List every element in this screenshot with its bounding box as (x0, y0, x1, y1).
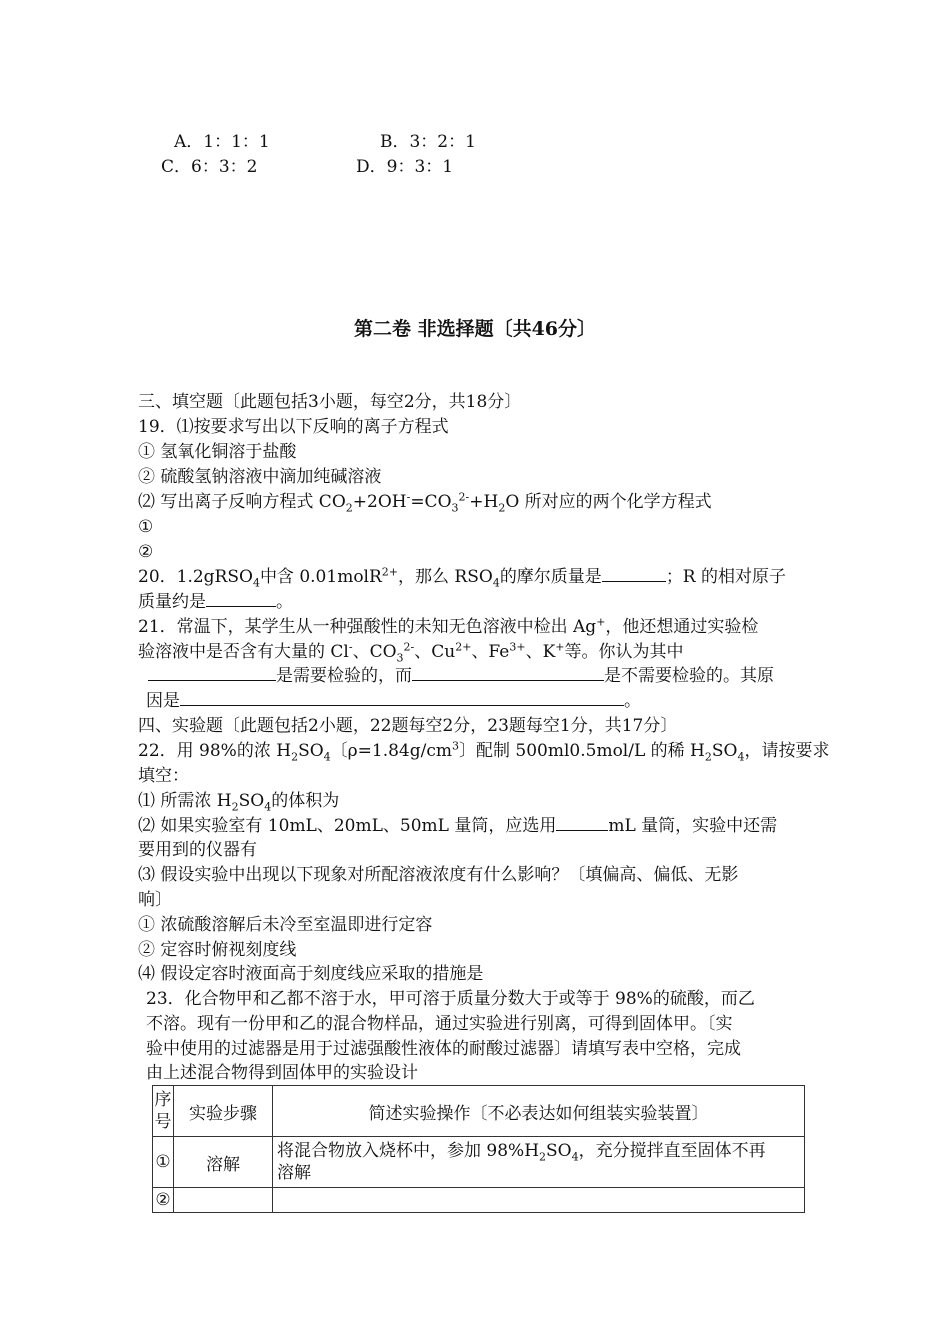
q22-part2-line2: 要用到的仪器有 (138, 840, 257, 860)
q19-part2-suffix: O 所对应的两个化学方程式 (505, 492, 712, 512)
q21-text: 21．常温下，某学生从一种强酸性的未知无色溶液中检出 Ag (138, 617, 597, 637)
q22-line2: 填空： (138, 766, 189, 786)
superscript: - (348, 640, 353, 654)
subscript: 2 (539, 1150, 547, 1164)
atomic-mass-blank[interactable] (206, 590, 276, 607)
option-b: B．3：2：1 (380, 132, 476, 152)
option-a: A．1：1：1 (174, 132, 270, 152)
q22-text: ，请按要求 (744, 741, 830, 761)
superscript: + (555, 640, 565, 654)
q23-line4: 由上述混合物得到固体甲的实验设计 (146, 1063, 418, 1083)
q20-text: 的摩尔质量是 (499, 567, 602, 587)
header-operation: 简述实验操作〔不必表达如何组装实验装置〕 (273, 1086, 805, 1137)
experiment-heading: 四、实验题〔此题包括2小题，22题每空2分，23题每空1分，共17分〕 (138, 716, 678, 736)
table-row (153, 1137, 805, 1188)
q22-text: ⑵ 如果实验室有 10mL、20mL、50mL 量筒，应选用 (138, 816, 557, 836)
row1-step: 溶解 (174, 1137, 273, 1188)
subscript: 4 (571, 1150, 579, 1164)
q22-text: 的体积为 (271, 791, 340, 811)
q22-part2 (138, 814, 777, 838)
q19-blank1: ① (138, 517, 154, 537)
superscript: 2+ (455, 640, 472, 654)
q22-line1 (138, 739, 829, 763)
row2-seq: ② (153, 1188, 174, 1213)
reason-blank[interactable] (180, 689, 624, 706)
q20-text: 。 (276, 592, 293, 612)
q21-line4 (146, 689, 641, 713)
subscript: 2 (231, 800, 239, 814)
q21-text: 是不需要检验的。其原 (604, 666, 774, 686)
q21-text: 等。你认为其中 (564, 642, 684, 662)
row1-op-text: ，充分搅拌直至固体不再 (578, 1141, 766, 1161)
subscript: 3 (396, 651, 404, 665)
no-check-blank[interactable] (412, 664, 604, 681)
q22-text: ⑴ 所需浓 H (138, 791, 232, 811)
q20-line2 (138, 590, 293, 614)
table-row (153, 1188, 805, 1213)
header-seq-text: 序号 (154, 1090, 172, 1132)
q22-part3-item1: ① 浓硫酸溶解后未冷至室温即进行定容 (138, 915, 433, 935)
q20-text: 20．1.2gRSO (138, 567, 253, 587)
q22-text: mL 量筒，实验中还需 (608, 816, 778, 836)
q19-blank2: ② (138, 542, 154, 562)
q21-line3 (148, 664, 774, 688)
q19-item1: ① 氢氧化铜溶于盐酸 (138, 442, 297, 462)
q21-text: 。 (624, 691, 641, 711)
superscript: 2- (403, 640, 415, 654)
q19-intro: 19．⑴按要求写出以下反响的离子方程式 (138, 417, 449, 437)
q22-text: SO (238, 791, 265, 811)
molar-mass-blank[interactable] (602, 565, 666, 582)
q19-part2-mid1: +2OH (352, 492, 407, 512)
q23-line1: 23．化合物甲和乙都不溶于水，甲可溶于质量分数大于或等于 98%的硫酸，而乙 (146, 989, 755, 1009)
section-title: 第二卷 非选择题〔共46分〕 (353, 318, 597, 340)
subscript: 4 (737, 750, 745, 764)
q22-part3-line2: 响〕 (138, 890, 172, 910)
q19-part2-mid3: +H (469, 492, 499, 512)
header-seq (153, 1086, 174, 1137)
option-d: D．9：3：1 (356, 157, 454, 177)
q20-text: ；R 的相对原子 (665, 567, 787, 587)
q22-part4: ⑷ 假设定容时液面高于刻度线应采取的措施是 (138, 964, 484, 984)
subscript: 2 (291, 750, 299, 764)
need-check-blank[interactable] (148, 664, 276, 681)
q22-text: 22．用 98%的浓 H (138, 741, 292, 761)
option-c: C．6：3：2 (161, 157, 258, 177)
subscript: 3 (451, 501, 459, 515)
q21-text: 验溶液中是否含有大量的 Cl (138, 642, 349, 662)
row2-step[interactable] (174, 1188, 273, 1213)
q19-item2: ② 硫酸氢钠溶液中滴加纯碱溶液 (138, 467, 382, 487)
row1-operation (273, 1137, 805, 1188)
q22-text: 〕配制 500ml0.5mol/L 的稀 H (459, 741, 705, 761)
q21-line1 (138, 615, 758, 639)
q19-part2-mid2: =CO (410, 492, 452, 512)
superscript: 3+ (509, 640, 526, 654)
q21-text: 是需要检验的，而 (276, 666, 412, 686)
q22-part1 (138, 789, 339, 813)
q21-text: 因是 (146, 691, 180, 711)
q20-text: 中含 0.01molR (259, 567, 382, 587)
table-header-row (153, 1086, 805, 1137)
row1-op-text: 将混合物放入烧杯中，参加 98%H (277, 1141, 540, 1161)
q20-line1 (138, 565, 786, 589)
subscript: 2 (704, 750, 712, 764)
subscript: 4 (323, 750, 331, 764)
subscript: 4 (492, 576, 500, 590)
subscript: 4 (252, 576, 260, 590)
row1-op-text: 溶解 (277, 1163, 311, 1183)
subscript: 4 (264, 800, 272, 814)
q22-text: SO (711, 741, 738, 761)
row2-operation[interactable] (273, 1188, 805, 1213)
q22-text: 〔ρ=1.84g/cm (330, 741, 452, 761)
q19-part2-prefix: ⑵ 写出离子反响方程式 CO (138, 492, 346, 512)
superscript: + (596, 615, 606, 629)
q22-text: SO (298, 741, 324, 761)
q21-text: ，他还想通过实验检 (605, 617, 759, 637)
q21-text: 、Cu (414, 642, 456, 662)
q20-text: 质量约是 (138, 592, 206, 612)
superscript: 2- (458, 490, 470, 504)
q23-line2: 不溶。现有一份甲和乙的混合物样品，通过实验进行别离，可得到固体甲。〔实 (146, 1014, 733, 1034)
q22-part3-line1: ⑶ 假设实验中出现以下现象对所配溶液浓度有什么影响？〔填偏高、偏低、无影 (138, 865, 739, 885)
q20-text: ，那么 RSO (398, 567, 493, 587)
q21-text: 、CO (352, 642, 397, 662)
subscript: 2 (498, 501, 506, 515)
q21-text: 、K (525, 642, 556, 662)
q21-text: 、Fe (471, 642, 510, 662)
q22-part3-item2: ② 定容时俯视刻度线 (138, 940, 297, 960)
row1-op-text: SO (546, 1141, 572, 1161)
q19-part2 (138, 490, 712, 514)
subscript: 2 (345, 501, 353, 515)
superscript: 3 (452, 739, 459, 753)
header-step: 实验步骤 (174, 1086, 273, 1137)
experiment-design-table (152, 1085, 805, 1213)
superscript: - (406, 490, 411, 504)
q21-line2 (138, 640, 684, 664)
fill-in-heading: 三、填空题〔此题包括3小题，每空2分，共18分〕 (138, 392, 522, 412)
cylinder-blank[interactable] (556, 814, 608, 831)
row1-seq: ① (153, 1137, 174, 1188)
superscript: 2+ (381, 565, 399, 579)
q23-line3: 验中使用的过滤器是用于过滤强酸性液体的耐酸过滤器〕请填写表中空格，完成 (146, 1039, 741, 1059)
